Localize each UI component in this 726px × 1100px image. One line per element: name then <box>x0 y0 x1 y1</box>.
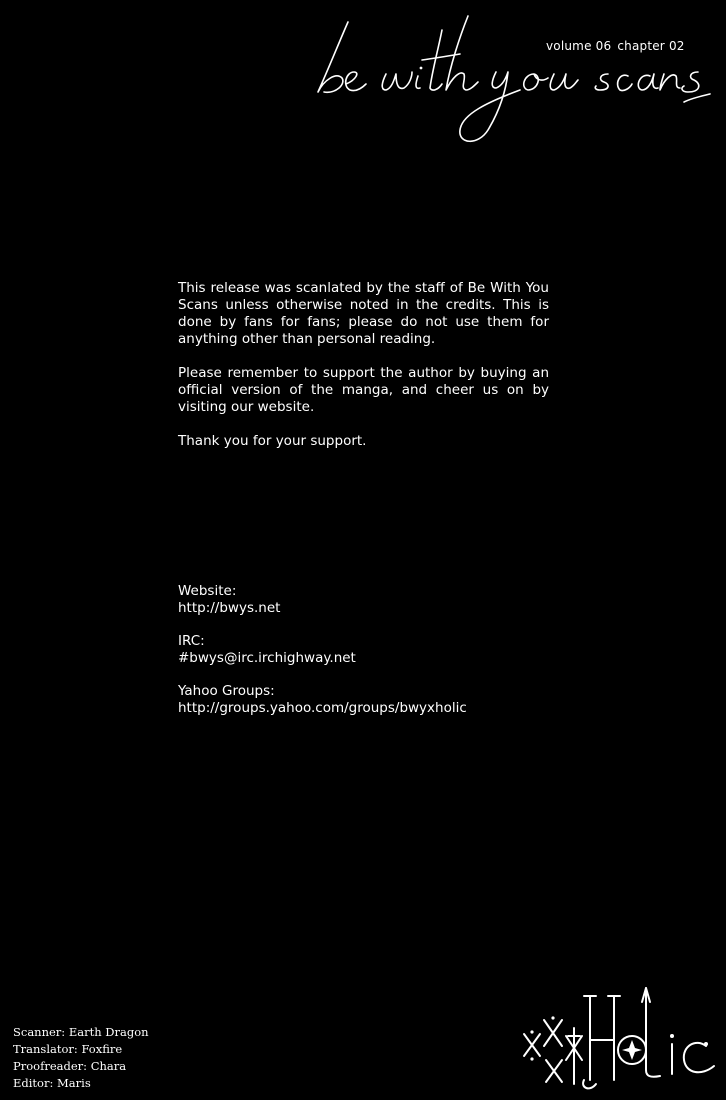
yahoo-group <box>178 683 598 717</box>
volume-label: volume 06 <box>546 39 612 53</box>
notice-paragraph-3: Thank you for your support. <box>178 433 367 449</box>
website-group <box>178 583 598 617</box>
notice-paragraph-1: This release was scanlated by the staff of Be With You Scans unless otherwise noted in the credits. This is done by fans for fans; please do not use them for anything other than personal reading. <box>178 280 549 347</box>
release-notice <box>178 280 549 467</box>
staff-credits <box>13 1024 149 1092</box>
yahoo-url: http://groups.yahoo.com/groups/bwyxholic <box>178 700 467 716</box>
credit-scanner: Scanner: Earth Dragon <box>13 1025 149 1039</box>
credit-editor: Editor: Maris <box>13 1076 91 1090</box>
irc-group <box>178 633 598 667</box>
irc-channel: #bwys@irc.irchighway.net <box>178 650 356 666</box>
credit-proofreader: Proofreader: Chara <box>13 1059 127 1073</box>
series-logo <box>520 984 720 1094</box>
credit-translator: Translator: Foxfire <box>13 1042 123 1056</box>
irc-label: IRC: <box>178 633 205 649</box>
notice-paragraph-2: Please remember to support the author by buying an official version of the manga, and cheer us on by visiting our website. <box>178 365 549 415</box>
website-url: http://bwys.net <box>178 600 281 616</box>
group-script-logo <box>310 10 714 150</box>
yahoo-label: Yahoo Groups: <box>178 683 275 699</box>
contact-links <box>178 583 598 733</box>
website-label: Website: <box>178 583 237 599</box>
chapter-label: chapter 02 <box>617 39 685 53</box>
